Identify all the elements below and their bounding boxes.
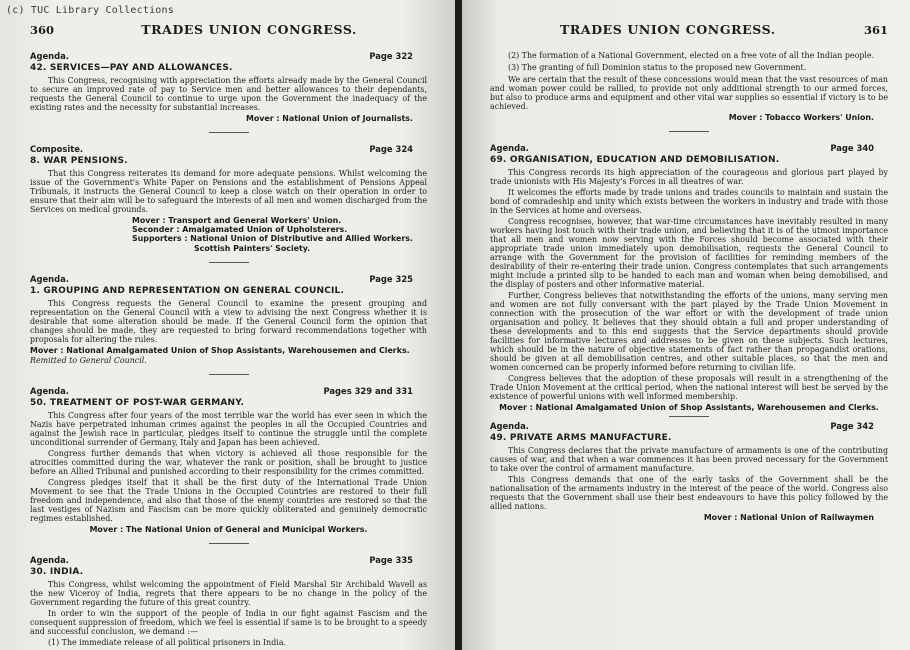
page-ref: Page 322 [369,51,413,61]
mover-line: Mover : Transport and General Workers' Union. [132,216,342,225]
resolution-text: This Congress requests the General Council to examine the present grouping and representation on the General Council with a view to advising the next Congress whether it is desirable that some alteration should be made. If the General Council form the opinion that changes should be made, they are requested to bring forward recommendations together with proposals for altering the rules. [30,298,427,344]
demand-list-item: (2) The formation of a National Government, elected on a free vote of all the Indian people. [508,51,875,60]
item-label: Agenda. [30,273,69,284]
item-label: Agenda. [30,51,69,61]
resolution-title: 30. INDIA. [30,566,84,577]
resolution-text: Further, Congress believes that notwithstanding the efforts of the unions, many serving men and women are not fully conversant with the part played by the Trade Union Movement in connection with the prosecution of the war effort or with the development of trade union organisation and policy. It believes that they should obtain a full and proper understanding of these developments and to this end suggests that the Service departments should provide facilities for informative lectures and addresses to be given on these subjects. Such lectures, which should be in the nature of objective statements of fact rather than propagandist orations, should be given at all demobilisation centres, and other suitable places, so that the men and women concerned can be properly informed before returning to civilian life. [490,291,888,372]
demand-list-item: (1) The immediate release of all political prisoners in India. [48,637,287,647]
resolution-title: 49. PRIVATE ARMS MANUFACTURE. [490,433,672,443]
mover-line: Mover : The National Union of General and Municipal Workers. [89,524,368,534]
item-label: Composite. [30,144,84,154]
item-label: Agenda. [30,554,69,565]
resolution-text: We are certain that the result of these concessions would mean that the vast resources of man and woman power could be rallied, to provide not only additional strength to our armed forces, but also to produce arms and equipment and other vital war supplies so essential if victory is to be achieved. [490,75,888,111]
resolution-post-war-germany [30,386,427,534]
resolution-text: This Congress records its high appreciation of the courageous and glorious part played by trade unionists with His Majesty's Forces in all theatres of war. [490,168,888,186]
resolution-text: It welcomes the efforts made by trade unions and trades councils to maintain and sustain the bond of comradeship and unity which exists between the workers in industry and trade with those in the Services at home and overseas. [490,188,888,215]
remit-note: Remitted to General Council. [30,355,147,365]
resolution-text: Congress believes that the adoption of these proposals will result in a strengthening of the Trade Union Movement at the critical period, when the national interest will best be served by the existence of powerful unions with well informed membership. [490,374,888,401]
section-divider [669,131,709,132]
resolution-war-pensions [30,144,427,253]
resolution-private-arms [490,421,888,522]
item-label: Agenda. [30,385,69,396]
left-running-head [30,22,427,37]
mover-line: Mover : National Amalgamated Union of Shop Assistants, Warehousemen and Clerks. [30,345,410,355]
resolution-text: This Congress, recognising with appreciation the efforts already made by the General Council to secure an improved rate of pay to Service men and better allowances to their dependants, requests the General Council to continue to urge upon the Government the inadequacy of the existing rates and the necessity for substantial increases. [30,76,427,112]
page-ref: Page 342 [830,421,874,431]
seconder-line: Seconder : Amalgamated Union of Upholsterers. [132,225,348,235]
resolution-services-pay [30,51,427,123]
section-divider [209,262,249,263]
resolution-text: This Congress after four years of the most terrible war the world has ever seen in which the Nazis have perpetrated inhuman crimes against the peoples in all the Occupied Countries and against the Jewish race in particular, pledges itself to continue the struggle until the complete unconditional surrender of Germany, Italy and Japan has been achieved. [30,410,427,447]
supporters-line: Supporters : National Union of Distributive and Allied Workers. [132,234,413,244]
right-page [462,0,910,650]
book-gutter [455,0,462,650]
section-divider [209,132,249,133]
resolution-demobilisation [490,143,888,412]
resolution-grouping [30,274,427,365]
left-page-number: 360 [30,23,55,37]
resolution-text: In order to win the support of the people of India in our fight against Fascism and the consequent suppression of freedom, which we feel is essential if same is to be brought to a speedy and successful conclusion, we demand :— [30,608,427,636]
right-running-title: TRADES UNION CONGRESS. [560,22,776,37]
mover-line: Mover : National Union of Journalists. [245,114,413,123]
mover-line: Mover : Tobacco Workers' Union. [728,113,874,122]
resolution-title: 1. GROUPING AND REPRESENTATION ON GENERAL COUNCIL. [30,285,345,296]
supporters-line: Scottish Painters' Society. [194,243,311,253]
left-running-title: TRADES UNION CONGRESS. [141,22,357,37]
page-ref: Page 324 [369,144,413,154]
resolution-text: Congress pledges itself that it shall be the first duty of the International Trade Union Movement to see that the Trade Unions in the Occupied Countries are restored to their full freedom and independence, and also that those of the enemy countries are restored so that the last vestiges of Nazism and Fascism can be more quickly obliterated and genuinely democratic regimes established. [30,477,427,523]
resolution-text: Congress recognises, however, that war-time circumstances have inevitably resulted in many workers having lost touch with their trade union, and believing that it is of the utmost importance that all men and women now serving with the Forces should become associated with their appropriate trade union immediately upon demobilisation, requests the General Council to arrange with the Government for the provision of facilities for reminding members of the desirability of their re-entering their trade union. Congress contemplates that such arrangements might include a printed slip to be handed to each man and woman when being demobilised, and the display of posters and other informative material. [490,217,888,289]
mover-line: Mover : National Union of Railwaymen [703,513,874,522]
page-ref: Page 340 [830,143,874,153]
section-divider [209,374,249,375]
item-label: Agenda. [490,421,529,431]
watermark: (c) TUC Library Collections [6,5,174,16]
page-ref: Pages 329 and 331 [323,385,413,396]
resolution-text: This Congress, whilst welcoming the appointment of Field Marshal Sir Archibald Wavell as the new Viceroy of India, regrets that there appears to be no change in the policy of the Government regarding the future of this great country. [30,579,427,607]
item-label: Agenda. [490,143,529,153]
resolution-title: 69. ORGANISATION, EDUCATION AND DEMOBILISATION. [490,155,780,165]
right-page-number: 361 [863,23,888,37]
resolution-india [30,555,427,647]
resolution-text: This Congress demands that one of the early tasks of the Government shall be the nationalisation of the armaments industry in the interest of the peace of the world. Congress also requests that the Government shall use their best endeavours to have this policy followed by the allied nations. [490,475,888,511]
section-divider [669,416,709,417]
resolution-title: 8. WAR PENSIONS. [30,156,128,166]
mover-line: Mover : National Amalgamated Union of Shop Assistants, Warehousemen and Clerks. [499,403,879,412]
section-divider [209,543,249,544]
resolution-title: 50. TREATMENT OF POST-WAR GERMANY. [30,397,245,408]
demand-list-item: (3) The granting of full Dominion status to the proposed new Government. [508,63,807,72]
resolution-text: This Congress declares that the private manufacture of armaments is one of the contributing causes of war, and that when a war commences it has been proved necessary for the Government to take over the control of armament manufacture. [490,446,888,473]
page-ref: Page 335 [369,554,413,565]
india-continuation [490,51,888,122]
page-ref: Page 325 [369,273,413,284]
resolution-title: 42. SERVICES—PAY AND ALLOWANCES. [30,63,233,73]
resolution-text: That this Congress reiterates its demand for more adequate pensions. Whilst welcoming the issue of the Government's White Paper on Pensions and the establishment of Pensions Appeal Tribunals, it instructs the General Council to keep a close watch on their operation in order to ensure that their aim will be to safeguard the interests of all men and women discharged from the Services on medical grounds. [30,169,427,214]
right-running-head [490,22,888,37]
resolution-text: Congress further demands that when victory is achieved all those responsible for the atrocities committed during the war, whatever the rank or position, shall be brought to justice before an Allied Tribunal and punished according to their responsibility for the crimes committed. [30,448,427,476]
